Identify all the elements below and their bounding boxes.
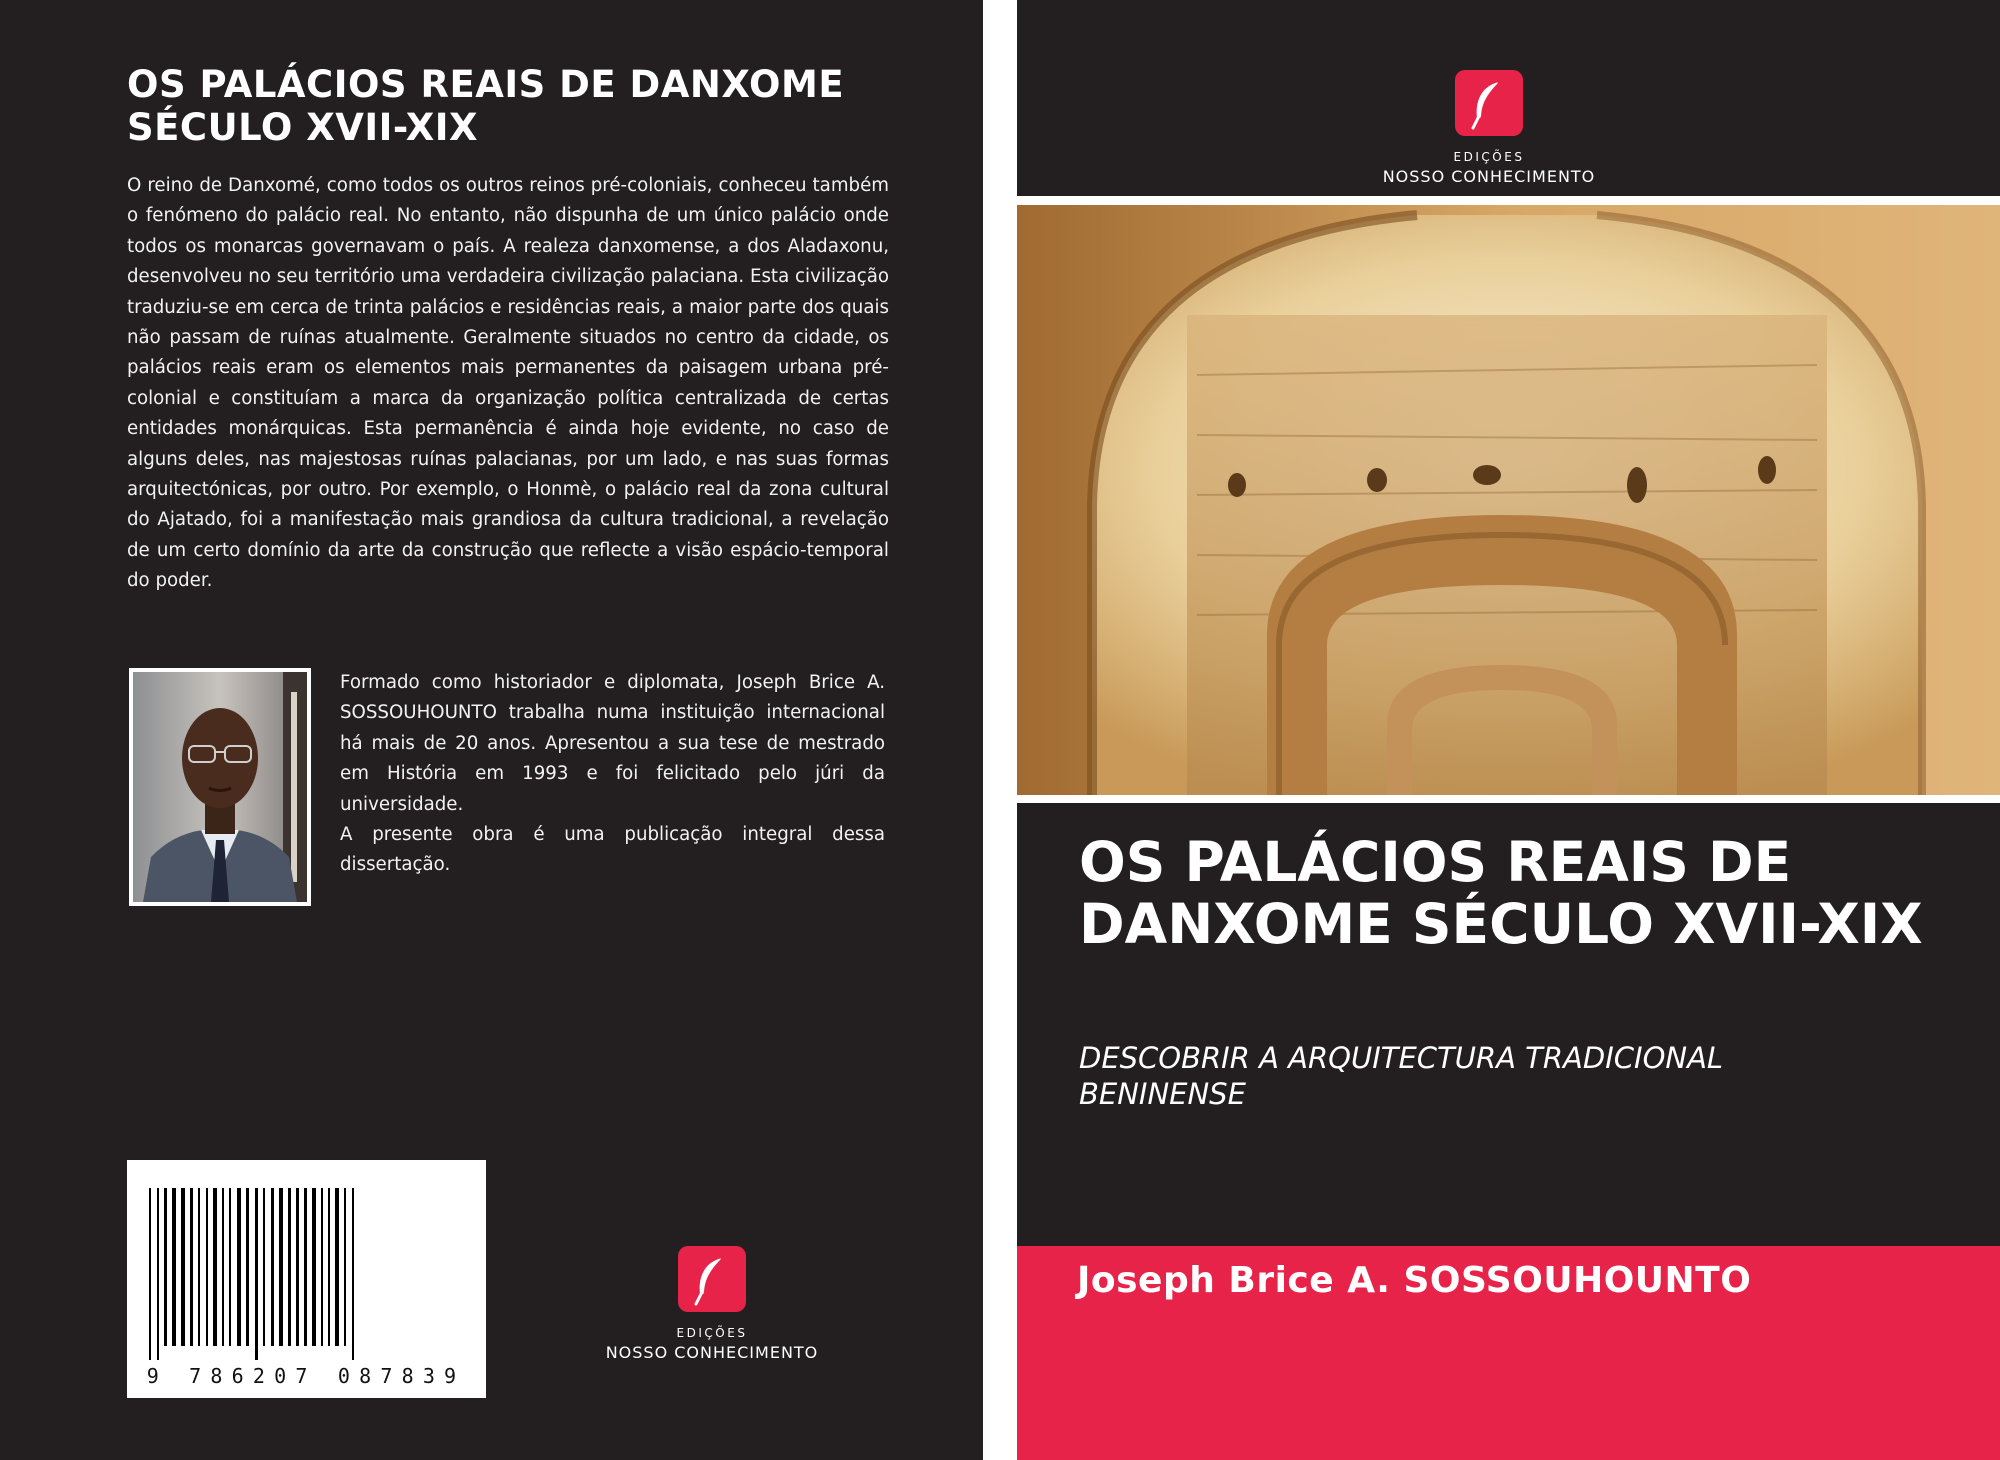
barcode-bar <box>321 1188 323 1346</box>
publisher-logo-front <box>1349 70 1629 186</box>
publisher-name: NOSSO CONHECIMENTO <box>605 1343 819 1362</box>
barcode-bar <box>172 1188 176 1346</box>
back-cover <box>0 0 983 1460</box>
barcode-bar <box>229 1188 231 1346</box>
front-cover-subtitle: DESCOBRIR A ARQUITECTURA TRADICIONAL BENINENSE <box>1079 1041 1724 1111</box>
barcode-bar <box>149 1188 151 1360</box>
barcode-bar <box>181 1188 185 1346</box>
barcode-bar <box>344 1188 346 1346</box>
barcode-bar <box>279 1188 283 1346</box>
barcode-bar <box>237 1188 241 1346</box>
feather-icon <box>1455 70 1523 136</box>
barcode-bar <box>198 1188 200 1346</box>
barcode-bar <box>222 1188 224 1346</box>
barcode-bar <box>164 1188 167 1346</box>
author-portrait-image <box>133 672 307 902</box>
barcode-bar <box>271 1188 274 1346</box>
publisher-label-small: EDIÇÕES <box>676 1326 748 1340</box>
barcode-bar <box>296 1188 299 1346</box>
publisher-logo-back <box>572 1246 852 1362</box>
author-bio-paragraph-2: A presente obra é uma publicação integral dessa dissertação. <box>340 824 885 876</box>
author-photo <box>129 668 311 906</box>
barcode-bar <box>246 1188 249 1346</box>
back-cover-blurb: O reino de Danxomé, como todos os outros reinos pré-coloniais, conheceu também o fenómeno do palácio real. No entanto, não dispunha de um único palácio onde todos os monarcas governavam o país. A realeza danxomense, a dos Aladaxonu, desenvolveu no seu território uma verdadeira civilização palaciana. Esta civilização traduziu-se em cerca de trinta palácios e residências reais, a maior parte dos quais não passam de ruínas atualmente. Geralmente situados no centro da cidade, os palácios reais eram os elementos mais permanentes da paisagem urbana pré-colonial e constituíam a marca da organização política centralizada de certas entidades monárquicas. Esta permanência é ainda hoje evidente, no caso de alguns deles, nas majestosas ruínas palacianas, por um lado, e nas suas formas arquitectónicas, por outro. Por exemplo, o Honmè, o palácio real da zona cultural do Ajatado, foi a manifestação mais grandiosa da cultura tradicional, a revelação de um certo domínio da arte da construção que reflecte a visão espácio-temporal do poder. <box>127 175 889 592</box>
author-bio-paragraph-1: Formado como historiador e diplomata, Joseph Brice A. SOSSOUHOUNTO trabalha numa instituição internacional há mais de 20 anos. Apresentou a sua tese de mestrado em História em 1993 e foi felicitado pelo júri da universidade. <box>340 672 885 815</box>
front-cover-title: OS PALÁCIOS REAIS DE DANXOME SÉCULO XVII-XIX <box>1079 830 1923 956</box>
publisher-label-small: EDIÇÕES <box>1453 150 1525 164</box>
barcode-bars <box>127 1160 486 1365</box>
barcode-bar <box>213 1188 217 1346</box>
barcode-bar <box>206 1188 208 1346</box>
barcode-bar <box>263 1188 265 1346</box>
back-cover-title: OS PALÁCIOS REAIS DE DANXOME SÉCULO XVII-XIX <box>127 63 845 149</box>
feather-icon <box>678 1246 746 1312</box>
front-cover-author: Joseph Brice A. SOSSOUHOUNTO <box>1077 1260 1752 1301</box>
isbn-number: 9 786207 087839 <box>146 1364 466 1388</box>
barcode-bar <box>352 1188 354 1360</box>
barcode-bar <box>288 1188 291 1346</box>
barcode-bar <box>190 1188 193 1346</box>
cover-photo-arches <box>1017 205 2000 795</box>
barcode-bar <box>157 1188 159 1360</box>
barcode-bar <box>312 1188 316 1346</box>
isbn-barcode <box>127 1160 486 1398</box>
barcode-bar <box>335 1188 339 1346</box>
barcode-bar <box>255 1188 258 1360</box>
publisher-name: NOSSO CONHECIMENTO <box>1382 167 1596 186</box>
author-bio <box>340 668 885 881</box>
ruined-arches-image <box>1017 205 2000 795</box>
barcode-bar <box>328 1188 330 1346</box>
barcode-bar <box>304 1188 307 1346</box>
